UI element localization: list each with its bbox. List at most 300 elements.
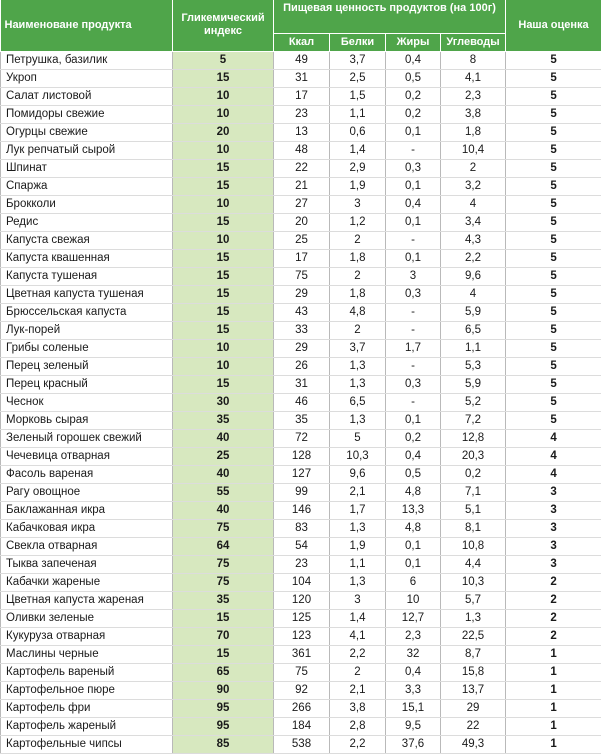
cell-product-name: Шпинат	[1, 159, 173, 177]
cell-protein: 1,9	[330, 537, 386, 555]
header-glycemic-index: Гликемический индекс	[173, 0, 274, 51]
cell-product-name: Баклажанная икра	[1, 501, 173, 519]
table-row	[1, 663, 601, 681]
cell-protein: 1,1	[330, 555, 386, 573]
cell-protein: 2	[330, 663, 386, 681]
cell-protein: 1,3	[330, 411, 386, 429]
cell-product-name: Укроп	[1, 69, 173, 87]
cell-fat: -	[386, 303, 441, 321]
cell-carbs: 3,8	[441, 105, 506, 123]
cell-protein: 2,2	[330, 645, 386, 663]
cell-fat: -	[386, 321, 441, 339]
table-row	[1, 195, 601, 213]
cell-kcal: 75	[274, 267, 330, 285]
cell-protein: 1,5	[330, 87, 386, 105]
cell-fat: 0,1	[386, 177, 441, 195]
cell-protein: 2,9	[330, 159, 386, 177]
cell-product-name: Цветная капуста тушеная	[1, 285, 173, 303]
cell-product-name: Чечевица отварная	[1, 447, 173, 465]
cell-kcal: 99	[274, 483, 330, 501]
cell-kcal: 17	[274, 249, 330, 267]
cell-fat: 0,3	[386, 285, 441, 303]
cell-kcal: 104	[274, 573, 330, 591]
cell-carbs: 5,1	[441, 501, 506, 519]
cell-glycemic-index: 95	[173, 699, 274, 717]
cell-protein: 1,8	[330, 285, 386, 303]
cell-glycemic-index: 70	[173, 627, 274, 645]
cell-glycemic-index: 40	[173, 465, 274, 483]
cell-product-name: Морковь сырая	[1, 411, 173, 429]
cell-fat: 1,7	[386, 339, 441, 357]
cell-product-name: Тыква запеченая	[1, 555, 173, 573]
table-row	[1, 429, 601, 447]
table-row	[1, 213, 601, 231]
cell-score: 5	[506, 339, 601, 357]
table-row	[1, 699, 601, 717]
cell-carbs: 2	[441, 159, 506, 177]
cell-score: 2	[506, 627, 601, 645]
cell-carbs: 1,1	[441, 339, 506, 357]
cell-product-name: Фасоль вареная	[1, 465, 173, 483]
cell-kcal: 538	[274, 735, 330, 753]
cell-fat: 0,5	[386, 465, 441, 483]
cell-kcal: 48	[274, 141, 330, 159]
cell-glycemic-index: 15	[173, 375, 274, 393]
cell-kcal: 43	[274, 303, 330, 321]
cell-glycemic-index: 10	[173, 105, 274, 123]
table-row	[1, 681, 601, 699]
cell-carbs: 8,1	[441, 519, 506, 537]
cell-score: 5	[506, 375, 601, 393]
table-row	[1, 105, 601, 123]
cell-score: 4	[506, 465, 601, 483]
cell-kcal: 46	[274, 393, 330, 411]
cell-score: 5	[506, 123, 601, 141]
cell-product-name: Картофельные чипсы	[1, 735, 173, 753]
cell-fat: 15,1	[386, 699, 441, 717]
cell-fat: 13,3	[386, 501, 441, 519]
cell-kcal: 25	[274, 231, 330, 249]
cell-carbs: 2,2	[441, 249, 506, 267]
cell-carbs: 1,8	[441, 123, 506, 141]
cell-glycemic-index: 10	[173, 231, 274, 249]
cell-carbs: 0,2	[441, 465, 506, 483]
cell-kcal: 120	[274, 591, 330, 609]
table-row	[1, 591, 601, 609]
cell-glycemic-index: 15	[173, 267, 274, 285]
cell-product-name: Огурцы свежие	[1, 123, 173, 141]
cell-protein: 1,4	[330, 141, 386, 159]
cell-score: 5	[506, 195, 601, 213]
table-row	[1, 627, 601, 645]
cell-glycemic-index: 64	[173, 537, 274, 555]
cell-fat: -	[386, 393, 441, 411]
cell-fat: 0,1	[386, 123, 441, 141]
cell-kcal: 20	[274, 213, 330, 231]
cell-fat: 9,5	[386, 717, 441, 735]
cell-kcal: 54	[274, 537, 330, 555]
cell-glycemic-index: 30	[173, 393, 274, 411]
cell-kcal: 128	[274, 447, 330, 465]
cell-glycemic-index: 15	[173, 69, 274, 87]
cell-protein: 1,2	[330, 213, 386, 231]
cell-score: 5	[506, 177, 601, 195]
cell-carbs: 10,8	[441, 537, 506, 555]
cell-fat: 0,4	[386, 447, 441, 465]
cell-protein: 2,5	[330, 69, 386, 87]
cell-fat: 0,4	[386, 195, 441, 213]
table-row	[1, 321, 601, 339]
cell-kcal: 125	[274, 609, 330, 627]
cell-score: 5	[506, 69, 601, 87]
cell-product-name: Перец красный	[1, 375, 173, 393]
cell-fat: 4,8	[386, 519, 441, 537]
cell-score: 4	[506, 447, 601, 465]
cell-score: 5	[506, 357, 601, 375]
table-row	[1, 303, 601, 321]
cell-product-name: Лук-порей	[1, 321, 173, 339]
cell-kcal: 184	[274, 717, 330, 735]
cell-kcal: 31	[274, 375, 330, 393]
cell-score: 2	[506, 591, 601, 609]
cell-carbs: 4	[441, 285, 506, 303]
cell-glycemic-index: 25	[173, 447, 274, 465]
cell-kcal: 92	[274, 681, 330, 699]
cell-product-name: Картофель жареный	[1, 717, 173, 735]
cell-score: 5	[506, 267, 601, 285]
table-row	[1, 483, 601, 501]
cell-protein: 1,9	[330, 177, 386, 195]
cell-kcal: 127	[274, 465, 330, 483]
cell-product-name: Брюссельская капуста	[1, 303, 173, 321]
cell-glycemic-index: 75	[173, 555, 274, 573]
cell-carbs: 5,7	[441, 591, 506, 609]
cell-protein: 3,7	[330, 51, 386, 69]
cell-score: 1	[506, 663, 601, 681]
cell-fat: 0,4	[386, 51, 441, 69]
table-row	[1, 465, 601, 483]
cell-fat: 6	[386, 573, 441, 591]
cell-product-name: Капуста свежая	[1, 231, 173, 249]
cell-glycemic-index: 15	[173, 213, 274, 231]
cell-kcal: 123	[274, 627, 330, 645]
cell-carbs: 29	[441, 699, 506, 717]
cell-protein: 2	[330, 231, 386, 249]
cell-product-name: Грибы соленые	[1, 339, 173, 357]
table-row	[1, 555, 601, 573]
cell-protein: 0,6	[330, 123, 386, 141]
table-row	[1, 447, 601, 465]
cell-score: 5	[506, 231, 601, 249]
cell-glycemic-index: 75	[173, 573, 274, 591]
header-kcal: Ккал	[274, 33, 330, 51]
cell-product-name: Рагу овощное	[1, 483, 173, 501]
cell-glycemic-index: 35	[173, 411, 274, 429]
cell-score: 1	[506, 699, 601, 717]
cell-product-name: Брокколи	[1, 195, 173, 213]
cell-product-name: Картофель вареный	[1, 663, 173, 681]
cell-glycemic-index: 15	[173, 609, 274, 627]
table-body	[1, 51, 601, 753]
cell-fat: -	[386, 231, 441, 249]
cell-glycemic-index: 35	[173, 591, 274, 609]
cell-score: 5	[506, 51, 601, 69]
cell-fat: 0,2	[386, 87, 441, 105]
cell-product-name: Перец зеленый	[1, 357, 173, 375]
cell-kcal: 23	[274, 555, 330, 573]
cell-glycemic-index: 10	[173, 141, 274, 159]
cell-glycemic-index: 15	[173, 303, 274, 321]
cell-carbs: 8,7	[441, 645, 506, 663]
cell-score: 2	[506, 609, 601, 627]
cell-kcal: 266	[274, 699, 330, 717]
cell-glycemic-index: 90	[173, 681, 274, 699]
table-row	[1, 123, 601, 141]
cell-score: 5	[506, 105, 601, 123]
cell-protein: 2,1	[330, 681, 386, 699]
cell-protein: 1,7	[330, 501, 386, 519]
cell-score: 5	[506, 249, 601, 267]
table-row	[1, 537, 601, 555]
cell-carbs: 20,3	[441, 447, 506, 465]
cell-kcal: 17	[274, 87, 330, 105]
cell-product-name: Кабачковая икра	[1, 519, 173, 537]
cell-score: 4	[506, 429, 601, 447]
cell-protein: 1,3	[330, 573, 386, 591]
header-nutrition-value: Пищевая ценность продуктов (на 100г)	[274, 0, 506, 33]
cell-protein: 3	[330, 195, 386, 213]
cell-product-name: Кабачки жареные	[1, 573, 173, 591]
header-fat: Жиры	[386, 33, 441, 51]
table-row	[1, 357, 601, 375]
cell-score: 2	[506, 573, 601, 591]
cell-kcal: 21	[274, 177, 330, 195]
table-row	[1, 735, 601, 753]
cell-carbs: 13,7	[441, 681, 506, 699]
cell-glycemic-index: 15	[173, 285, 274, 303]
cell-glycemic-index: 5	[173, 51, 274, 69]
cell-glycemic-index: 55	[173, 483, 274, 501]
cell-kcal: 26	[274, 357, 330, 375]
cell-product-name: Зеленый горошек свежий	[1, 429, 173, 447]
cell-product-name: Капуста тушеная	[1, 267, 173, 285]
cell-protein: 10,3	[330, 447, 386, 465]
cell-glycemic-index: 15	[173, 177, 274, 195]
cell-carbs: 4	[441, 195, 506, 213]
cell-score: 5	[506, 303, 601, 321]
cell-kcal: 27	[274, 195, 330, 213]
table-row	[1, 375, 601, 393]
cell-protein: 2	[330, 267, 386, 285]
cell-kcal: 29	[274, 339, 330, 357]
cell-fat: 0,1	[386, 213, 441, 231]
cell-protein: 1,3	[330, 375, 386, 393]
cell-fat: 10	[386, 591, 441, 609]
cell-carbs: 22	[441, 717, 506, 735]
cell-product-name: Свекла отварная	[1, 537, 173, 555]
cell-fat: 0,1	[386, 411, 441, 429]
cell-carbs: 49,3	[441, 735, 506, 753]
cell-score: 1	[506, 717, 601, 735]
cell-glycemic-index: 75	[173, 519, 274, 537]
cell-kcal: 23	[274, 105, 330, 123]
cell-fat: 0,2	[386, 105, 441, 123]
cell-fat: 0,1	[386, 537, 441, 555]
cell-glycemic-index: 15	[173, 321, 274, 339]
cell-glycemic-index: 40	[173, 501, 274, 519]
cell-glycemic-index: 95	[173, 717, 274, 735]
cell-protein: 6,5	[330, 393, 386, 411]
cell-carbs: 9,6	[441, 267, 506, 285]
table-row	[1, 339, 601, 357]
cell-fat: -	[386, 141, 441, 159]
cell-product-name: Капуста квашенная	[1, 249, 173, 267]
cell-carbs: 12,8	[441, 429, 506, 447]
table-row	[1, 411, 601, 429]
cell-fat: 0,1	[386, 555, 441, 573]
cell-kcal: 29	[274, 285, 330, 303]
cell-score: 5	[506, 159, 601, 177]
cell-score: 5	[506, 213, 601, 231]
cell-carbs: 15,8	[441, 663, 506, 681]
cell-carbs: 5,3	[441, 357, 506, 375]
cell-carbs: 5,2	[441, 393, 506, 411]
cell-carbs: 1,3	[441, 609, 506, 627]
cell-product-name: Салат листовой	[1, 87, 173, 105]
cell-carbs: 8	[441, 51, 506, 69]
table-row	[1, 609, 601, 627]
cell-score: 3	[506, 519, 601, 537]
cell-product-name: Цветная капуста жареная	[1, 591, 173, 609]
table-row	[1, 717, 601, 735]
cell-kcal: 31	[274, 69, 330, 87]
cell-kcal: 83	[274, 519, 330, 537]
cell-product-name: Кукуруза отварная	[1, 627, 173, 645]
table-row	[1, 573, 601, 591]
cell-protein: 5	[330, 429, 386, 447]
cell-score: 1	[506, 735, 601, 753]
cell-protein: 2	[330, 321, 386, 339]
table-row	[1, 519, 601, 537]
cell-protein: 1,8	[330, 249, 386, 267]
cell-kcal: 33	[274, 321, 330, 339]
table-row	[1, 645, 601, 663]
cell-kcal: 35	[274, 411, 330, 429]
cell-carbs: 2,3	[441, 87, 506, 105]
cell-protein: 2,8	[330, 717, 386, 735]
cell-protein: 3	[330, 591, 386, 609]
cell-score: 5	[506, 321, 601, 339]
table-row	[1, 285, 601, 303]
cell-product-name: Картофель фри	[1, 699, 173, 717]
table-row	[1, 159, 601, 177]
cell-glycemic-index: 15	[173, 645, 274, 663]
cell-carbs: 10,3	[441, 573, 506, 591]
cell-glycemic-index: 10	[173, 357, 274, 375]
cell-fat: 0,3	[386, 159, 441, 177]
cell-score: 5	[506, 393, 601, 411]
cell-protein: 2,2	[330, 735, 386, 753]
cell-fat: 32	[386, 645, 441, 663]
header-product-name: Наименоване продукта	[1, 0, 173, 51]
cell-carbs: 4,3	[441, 231, 506, 249]
cell-protein: 2,1	[330, 483, 386, 501]
cell-fat: 12,7	[386, 609, 441, 627]
cell-carbs: 4,4	[441, 555, 506, 573]
cell-score: 3	[506, 537, 601, 555]
cell-score: 5	[506, 285, 601, 303]
cell-fat: 2,3	[386, 627, 441, 645]
cell-glycemic-index: 40	[173, 429, 274, 447]
table-row	[1, 51, 601, 69]
cell-carbs: 5,9	[441, 303, 506, 321]
cell-protein: 9,6	[330, 465, 386, 483]
cell-product-name: Помидоры свежие	[1, 105, 173, 123]
cell-kcal: 72	[274, 429, 330, 447]
cell-carbs: 7,1	[441, 483, 506, 501]
cell-glycemic-index: 85	[173, 735, 274, 753]
cell-protein: 1,3	[330, 357, 386, 375]
cell-glycemic-index: 15	[173, 249, 274, 267]
cell-glycemic-index: 10	[173, 195, 274, 213]
cell-score: 1	[506, 681, 601, 699]
cell-kcal: 75	[274, 663, 330, 681]
table-row	[1, 141, 601, 159]
cell-product-name: Редис	[1, 213, 173, 231]
cell-score: 3	[506, 501, 601, 519]
table-row	[1, 87, 601, 105]
cell-carbs: 7,2	[441, 411, 506, 429]
table-row	[1, 501, 601, 519]
cell-score: 5	[506, 141, 601, 159]
cell-fat: 3,3	[386, 681, 441, 699]
cell-fat: 4,8	[386, 483, 441, 501]
table-row	[1, 249, 601, 267]
cell-kcal: 22	[274, 159, 330, 177]
cell-fat: 0,4	[386, 663, 441, 681]
cell-product-name: Петрушка, базилик	[1, 51, 173, 69]
cell-protein: 1,3	[330, 519, 386, 537]
cell-glycemic-index: 20	[173, 123, 274, 141]
cell-fat: -	[386, 357, 441, 375]
cell-score: 3	[506, 483, 601, 501]
cell-product-name: Лук репчатый сырой	[1, 141, 173, 159]
cell-kcal: 13	[274, 123, 330, 141]
cell-kcal: 146	[274, 501, 330, 519]
cell-glycemic-index: 65	[173, 663, 274, 681]
cell-fat: 3	[386, 267, 441, 285]
cell-product-name: Картофельное пюре	[1, 681, 173, 699]
cell-protein: 1,1	[330, 105, 386, 123]
cell-glycemic-index: 10	[173, 87, 274, 105]
cell-carbs: 5,9	[441, 375, 506, 393]
cell-fat: 37,6	[386, 735, 441, 753]
header-our-score: Наша оценка	[506, 0, 601, 51]
cell-fat: 0,2	[386, 429, 441, 447]
cell-carbs: 3,2	[441, 177, 506, 195]
cell-product-name: Чеснок	[1, 393, 173, 411]
table-row	[1, 393, 601, 411]
cell-protein: 3,7	[330, 339, 386, 357]
cell-score: 5	[506, 87, 601, 105]
header-protein: Белки	[330, 33, 386, 51]
cell-fat: 0,3	[386, 375, 441, 393]
cell-protein: 1,4	[330, 609, 386, 627]
cell-product-name: Спаржа	[1, 177, 173, 195]
cell-product-name: Оливки зеленые	[1, 609, 173, 627]
cell-protein: 4,8	[330, 303, 386, 321]
cell-kcal: 361	[274, 645, 330, 663]
